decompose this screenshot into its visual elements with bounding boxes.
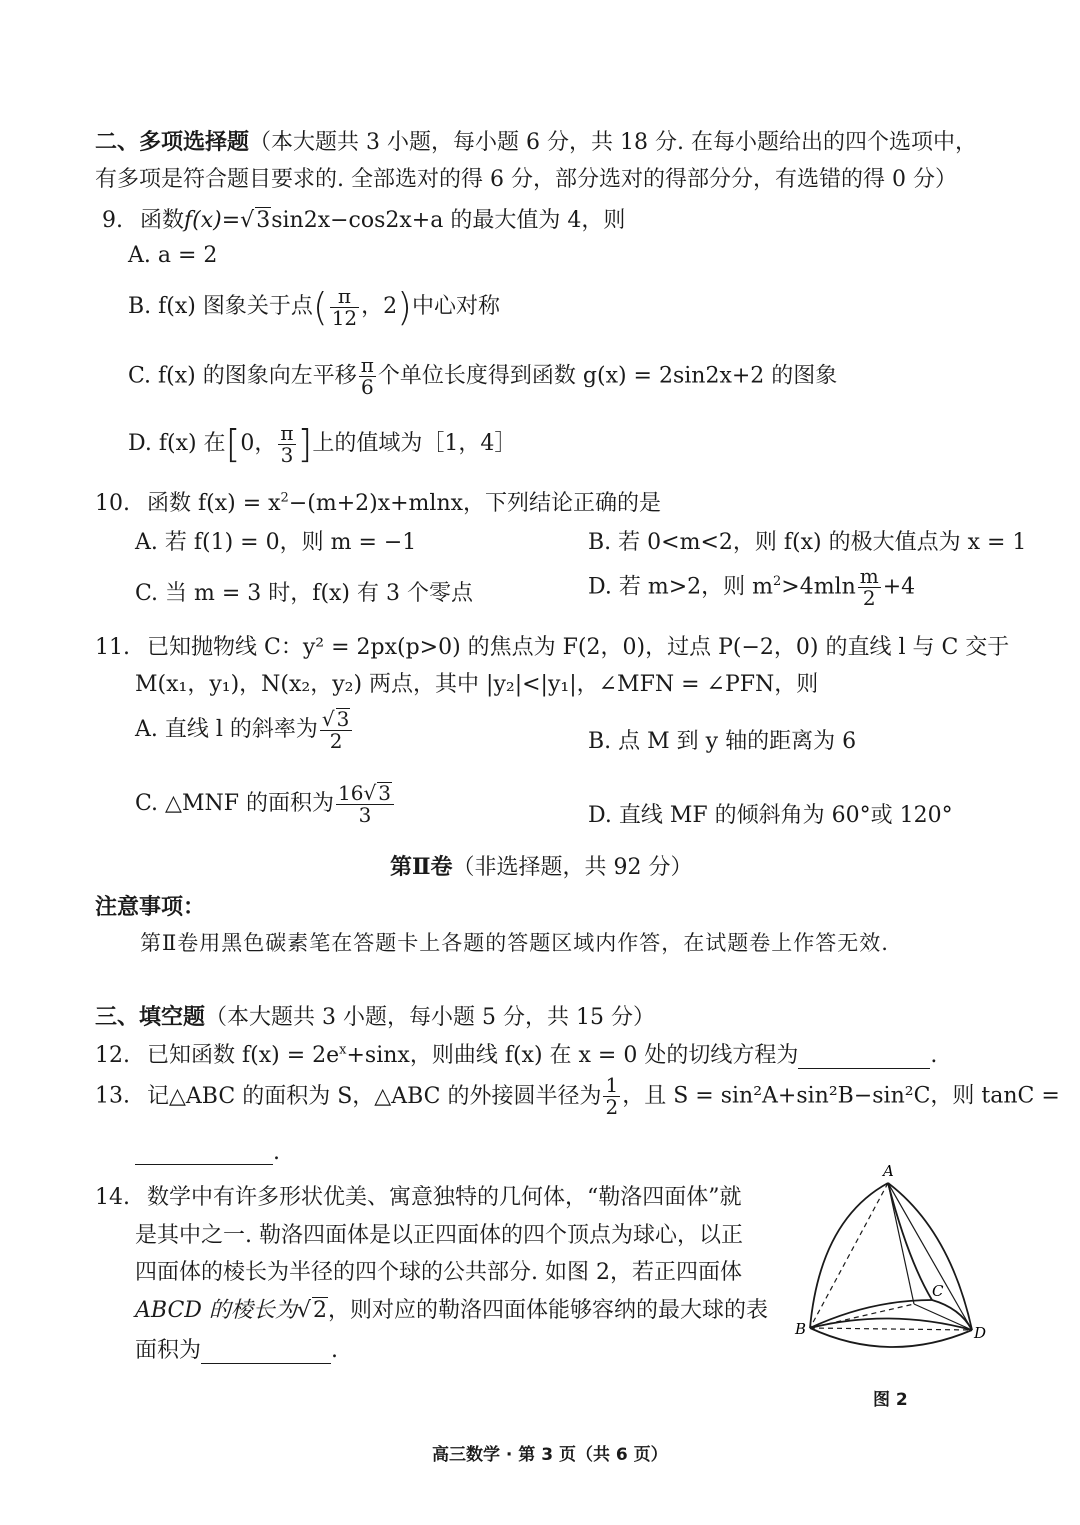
q11-line1-text: 已知抛物线 C：y² = 2px(p>0) 的焦点为 F(2，0)，过点 P(−2，0) 的直线 l 与 C 交于: [147, 635, 1010, 660]
q9-option-d-mid: 0，: [240, 431, 277, 456]
section3-header: [95, 1000, 655, 1031]
section3-title: 三、填空题: [95, 1004, 206, 1030]
q9-option-d: D. f(x) 在[0， $\frac{\pi}{3}$ ]上的值域为［1，4］: [128, 420, 517, 467]
section2-header: [95, 125, 977, 156]
q13-end: .: [273, 1140, 280, 1165]
q10-option-d-pre: D. 若 m>2，则 m: [588, 574, 773, 600]
q13-answer-blank[interactable]: [135, 1144, 273, 1165]
q9-option-b-pre: B. f(x) 图象关于点: [128, 294, 313, 319]
q11-stem-line1: [95, 630, 1009, 661]
q14-line4-b: ，则对应的勒洛四面体能够容纳的最大球的表: [327, 1298, 768, 1323]
q9-option-c: [128, 355, 837, 398]
q13: [95, 1075, 1060, 1118]
q9-stem-root: 3: [256, 208, 271, 233]
inner-arc-ac: [888, 1183, 932, 1300]
part2-title: [390, 850, 693, 881]
q12-text-a: 已知函数 f(x) = 2e: [147, 1043, 340, 1068]
q13-frac-den: 2: [605, 1095, 619, 1119]
q14-line4-a: ABCD 的棱长为: [135, 1298, 297, 1323]
q9-stem-c: sin2x−cos2x+a: [271, 208, 444, 233]
q10-option-b: B. 若 0<m<2，则 f(x) 的极大值点为 x = 1: [588, 530, 1027, 555]
q11-stem-line2: M(x₁，y₁)，N(x₂，y₂) 两点，其中 |y₂|<|y₁|，∠MFN = ∠PFN，则: [135, 672, 819, 697]
section2-instructions: （本大题共 3 小题，每小题 6 分，共 18 分. 在每小题给出的四个选项中，: [249, 130, 977, 155]
section3-instructions: （本大题共 3 小题，每小题 5 分，共 15 分）: [205, 1005, 655, 1030]
vertex-label-a: A: [883, 1162, 894, 1180]
q12: [95, 1038, 937, 1069]
q11-number: 11.: [95, 635, 130, 660]
q14-line4: ABCD 的棱长为√2，则对应的勒洛四面体能够容纳的最大球的表: [135, 1298, 768, 1323]
q11-option-d: D. 直线 MF 的倾斜角为 60°或 120°: [588, 803, 953, 828]
outer-arc-bd: [810, 1328, 972, 1347]
q12-sup: x: [339, 1042, 347, 1058]
part2-title-bold: 第Ⅱ卷: [390, 854, 453, 880]
q11-option-c-pre: C. △MNF 的面积为: [135, 791, 334, 816]
q10-stem: [95, 486, 661, 517]
notice-text: 第Ⅱ卷用黑色碳素笔在答题卡上各题的答题区域内作答，在试题卷上作答无效.: [140, 931, 889, 955]
q10-option-d-sup: 2: [772, 574, 782, 590]
q13-frac: [603, 1075, 620, 1118]
edge-ad: [888, 1183, 972, 1330]
reuleaux-tetrahedron-figure: [790, 1160, 1000, 1375]
figure-caption: 图 2: [873, 1390, 908, 1410]
q9-option-d-num: π: [280, 420, 294, 445]
q9-option-d-post: 上的值域为［1，4］: [312, 431, 517, 456]
q12-answer-blank[interactable]: [798, 1048, 930, 1069]
q14-end: .: [331, 1338, 339, 1363]
q11-option-c-den: 3: [358, 803, 372, 827]
q9-option-b-num: π: [330, 286, 359, 308]
q9-number: 9.: [102, 208, 123, 233]
q9-option-b-mid: ，2: [361, 294, 398, 319]
q11-option-b: B. 点 M 到 y 轴的距离为 6: [588, 729, 857, 754]
q10-stem-sup: 2: [280, 490, 289, 506]
q9-stem: 9. 函数f(x)=√3sin2x−cos2x+a 的最大值为 4，则: [102, 208, 626, 233]
q14-line4-root: 2: [312, 1298, 327, 1323]
section2-header-line2: 有多项是符合题目要求的. 全部选对的得 6 分，部分选对的得部分分，有选错的得 0 分）: [95, 167, 957, 192]
q9-option-d-frac: [278, 420, 295, 467]
q14-answer-blank[interactable]: [201, 1343, 331, 1364]
q9-stem-d: 的最大值为 4，则: [443, 208, 626, 233]
q10-option-d-post: +4: [882, 574, 916, 600]
page-footer: 高三数学 · 第 3 页（共 6 页）: [432, 1445, 668, 1465]
edge-bd: [810, 1328, 972, 1330]
q13-text-a: 记△ABC 的面积为 S，△ABC 的外接圆半径为: [147, 1083, 602, 1109]
section2-title: 二、多项选择题: [95, 129, 250, 155]
q9-option-d-den: 3: [280, 442, 294, 467]
q13-frac-num: 1: [605, 1073, 619, 1097]
q9-stem-eq: =: [221, 208, 241, 233]
q11-option-a-pre: A. 直线 l 的斜率为: [135, 717, 318, 742]
q11-option-a-root: 3: [336, 707, 350, 731]
q11-option-c: [135, 782, 396, 826]
part2-title-rest: （非选择题，共 92 分）: [452, 855, 693, 880]
q10-stem-a: 函数 f(x) = x: [147, 491, 281, 516]
vertex-label-c: C: [932, 1282, 944, 1300]
q13-text-b: ，且 S = sin²A+sin²B−sin²C，则 tanC =: [622, 1083, 1060, 1109]
q9-option-b-frac: [330, 283, 359, 330]
q9-option-c-num: π: [360, 353, 374, 377]
q9-option-b-den: 12: [331, 305, 358, 330]
vertex-label-d: D: [974, 1324, 987, 1342]
q12-text-b: +sinx，则曲线 f(x) 在 x = 0 处的切线方程为: [346, 1043, 799, 1068]
q9-option-a: A. a = 2: [128, 243, 218, 268]
q14-line3: 四面体的棱长为半径的四个球的公共部分. 如图 2，若正四面体: [135, 1260, 742, 1285]
q9-stem-fx: f(x): [184, 208, 222, 233]
q14-line1: [95, 1180, 742, 1211]
q10-option-d-mid: >4mln: [781, 574, 856, 600]
q9-option-c-den: 6: [360, 375, 374, 399]
q11-option-c-frac: $\frac{16√ 3}{3}$: [336, 782, 394, 826]
q10-option-d-num: m: [859, 564, 879, 588]
q14-line2: 是其中之一. 勒洛四面体是以正四面体的四个顶点为球心，以正: [135, 1223, 743, 1248]
vertex-label-b: B: [795, 1320, 807, 1338]
q12-end: .: [930, 1043, 938, 1068]
q9-option-c-post: 个单位长度得到函数 g(x) = 2sin2x+2 的图象: [377, 363, 838, 389]
q10-option-d-frac: [858, 566, 881, 609]
q10-option-c: C. 当 m = 3 时，f(x) 有 3 个零点: [135, 581, 473, 606]
q10-option-a: A. 若 f(1) = 0，则 m = −1: [135, 530, 417, 555]
q11-option-c-num: 16: [338, 781, 364, 805]
q9-option-c-frac: [359, 355, 376, 398]
notice-title: 注意事项：: [95, 894, 206, 920]
q9-stem-a: 函数: [140, 208, 185, 233]
q14-line5-text: 面积为: [135, 1338, 202, 1363]
q9-option-d-pre: D. f(x) 在: [128, 431, 226, 456]
q12-number: 12.: [95, 1043, 130, 1068]
q10-option-d-den: 2: [862, 586, 876, 610]
q10-number: 10.: [95, 491, 130, 516]
edge-ac: [888, 1183, 914, 1304]
q13-number: 13.: [95, 1083, 130, 1109]
q11-option-c-root: 3: [378, 781, 391, 805]
q9-option-b-post: 中心对称: [411, 294, 500, 319]
q11-option-a-frac: $\frac{√ 3}{2}$: [320, 708, 352, 752]
q10-option-d: [588, 566, 915, 609]
q9-option-c-pre: C. f(x) 的图象向左平移: [128, 363, 357, 389]
q14-number: 14.: [95, 1185, 130, 1210]
q10-stem-b: −(m+2)x+mlnx，下列结论正确的是: [288, 491, 662, 516]
q11-option-a: [135, 708, 354, 752]
inner-arc-bd: [810, 1318, 972, 1330]
q11-option-a-den: 2: [329, 729, 343, 753]
q9-option-b: B. f(x) 图象关于点( $\frac{\pi}{12}$ ，2)中心对称: [128, 283, 500, 330]
q14-line1-text: 数学中有许多形状优美、寓意独特的几何体，“勒洛四面体”就: [147, 1185, 742, 1210]
q13-answer-line: [135, 1140, 280, 1165]
q14-line5: [135, 1333, 338, 1364]
